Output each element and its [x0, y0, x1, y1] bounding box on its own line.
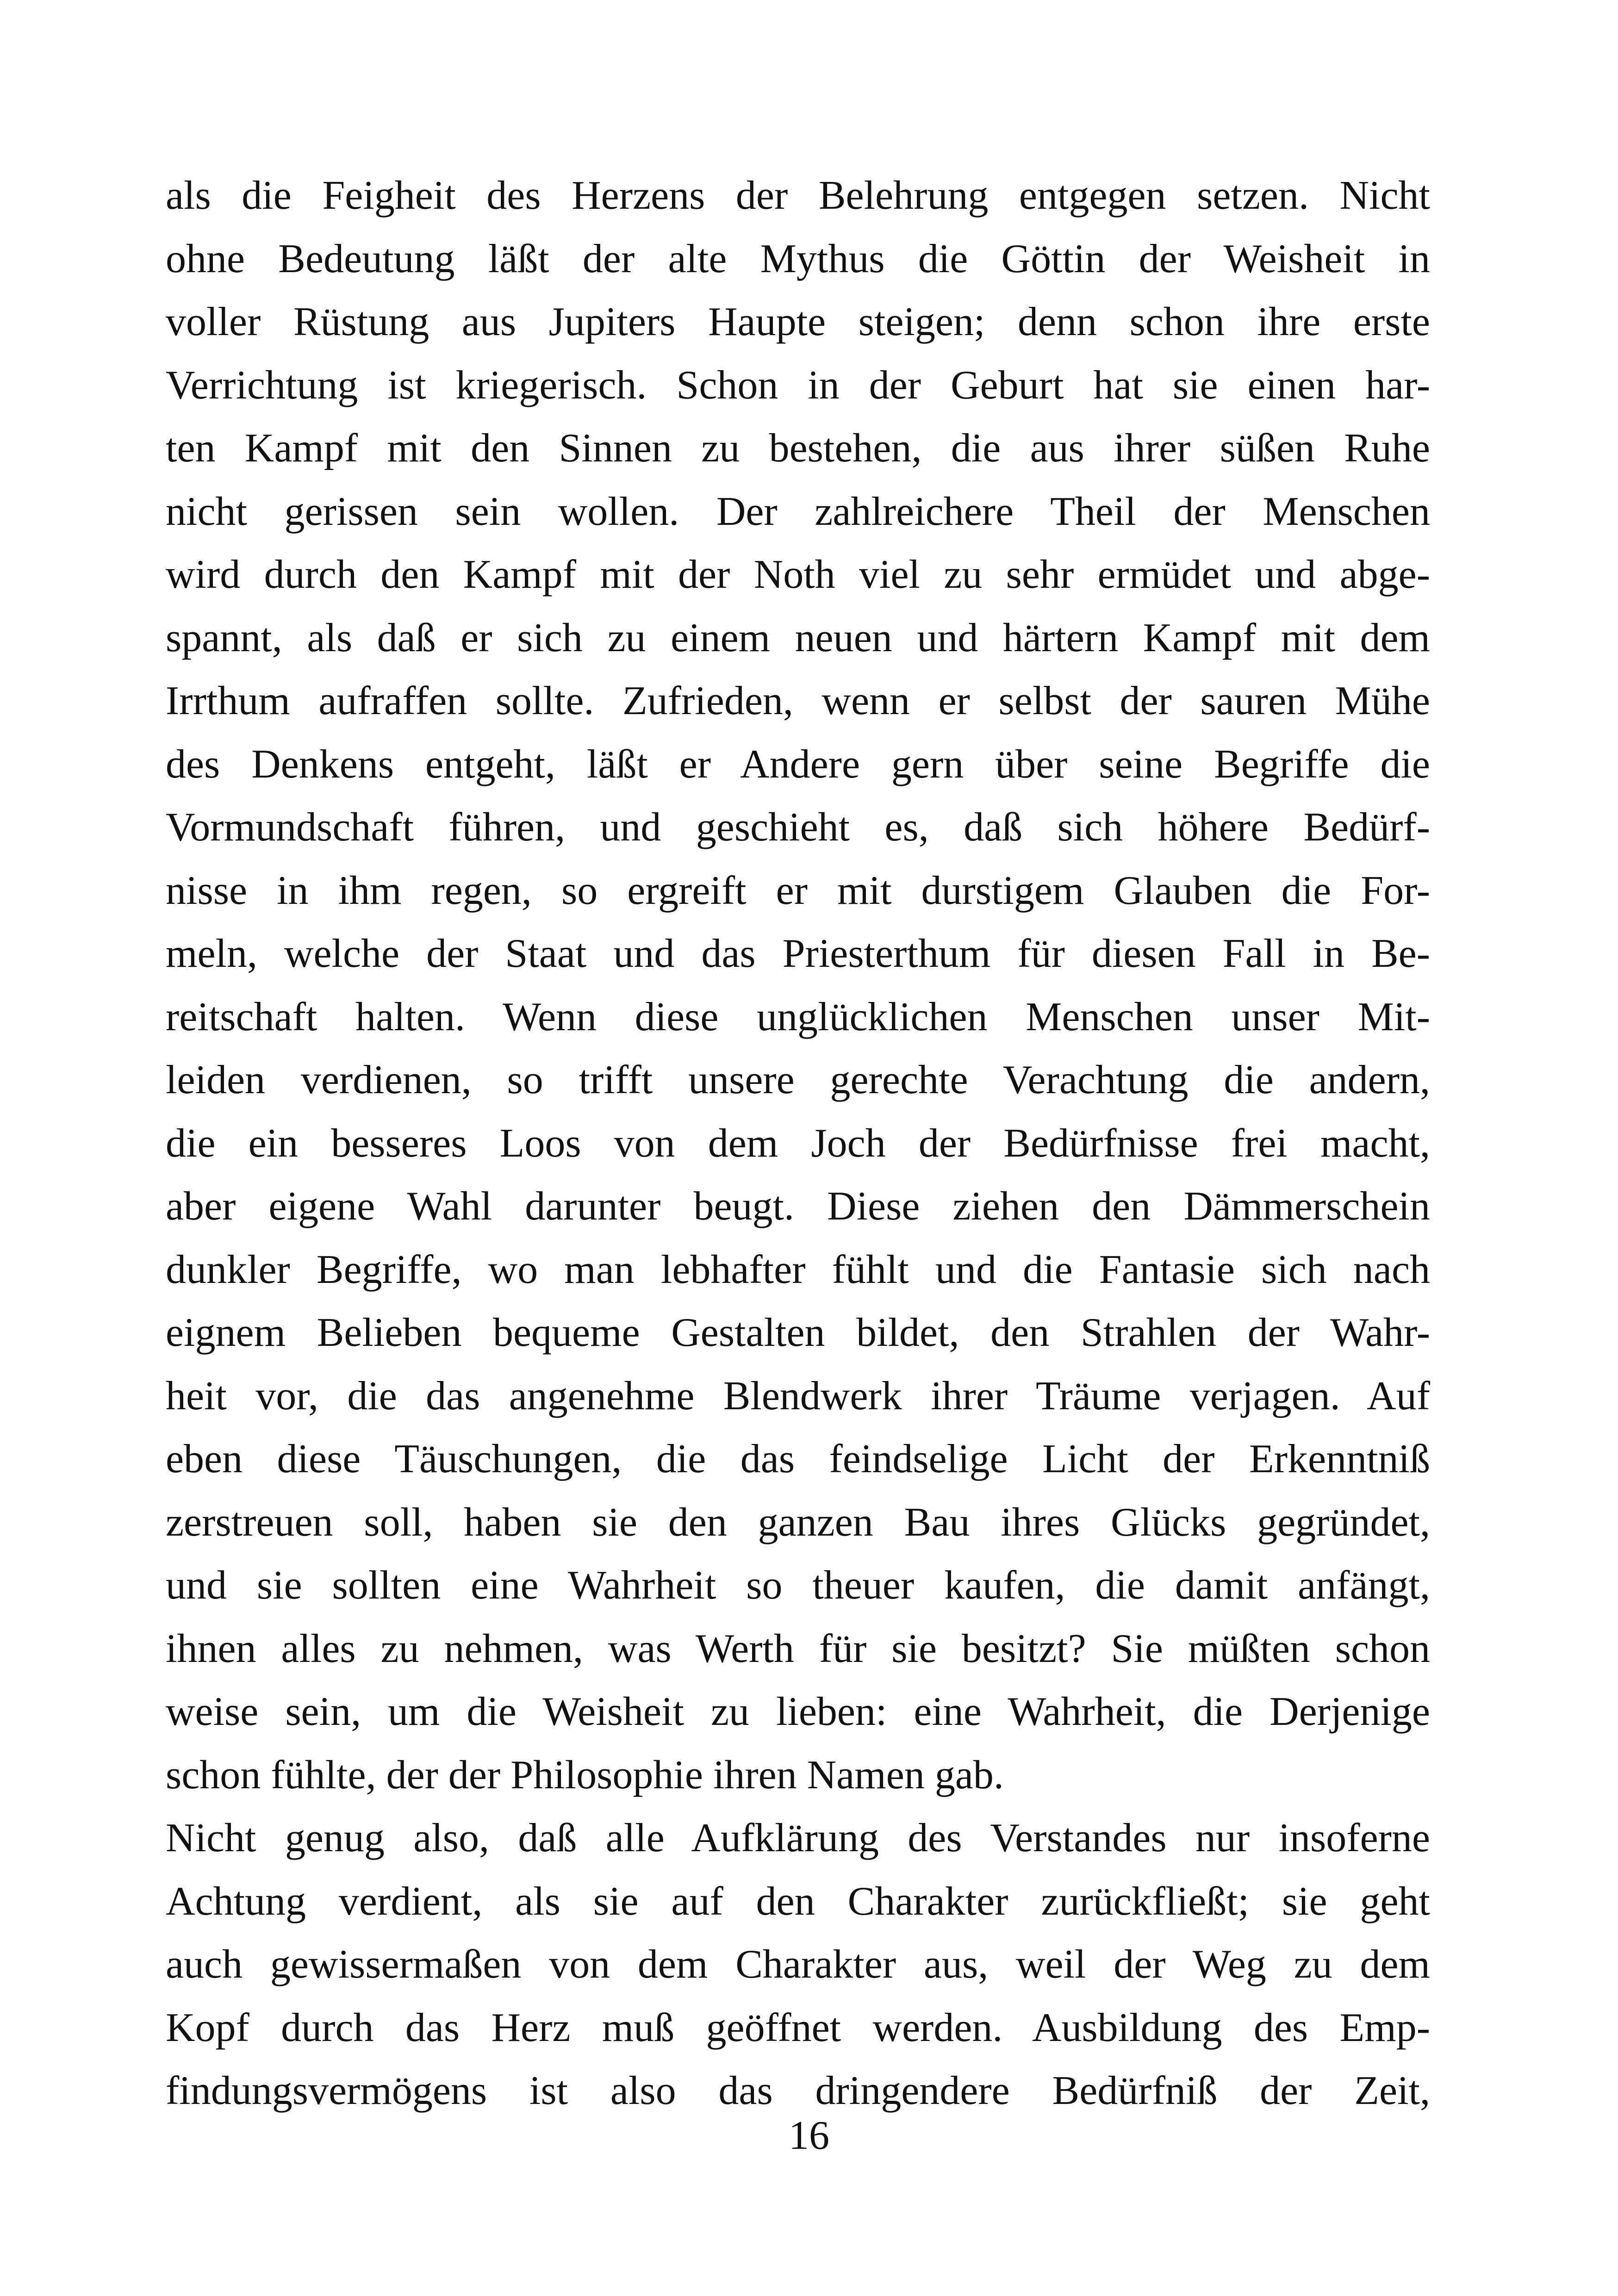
text-line: reitschaft halten. Wenn diese unglücklichen Menschen unser Mit- [166, 994, 1430, 1039]
text-line: voller Rüstung aus Jupiters Haupte steigen; denn schon ihre erste [166, 299, 1430, 344]
text-line: als die Feigheit des Herzens der Belehrung entgegen setzen. Nicht [166, 173, 1430, 218]
text-line: ten Kampf mit den Sinnen zu bestehen, die aus ihrer süßen Ruhe [166, 426, 1430, 471]
text-line: Verrichtung ist kriegerisch. Schon in der Geburt hat sie einen har- [166, 362, 1430, 408]
text-line: auch gewissermaßen von dem Charakter aus, weil der Weg zu dem [166, 1942, 1430, 1987]
text-line: weise sein, um die Weisheit zu lieben: eine Wahrheit, die Derjenige [166, 1689, 1430, 1734]
text-line: und sie sollten eine Wahrheit so theuer kaufen, die damit anfängt, [166, 1563, 1430, 1608]
text-line: wird durch den Kampf mit der Noth viel zu sehr ermüdet und abge- [166, 552, 1430, 597]
text-line: aber eigene Wahl darunter beugt. Diese ziehen den Dämmerschein [166, 1184, 1430, 1229]
text-line: nicht gerissen sein wollen. Der zahlreichere Theil der Menschen [166, 489, 1430, 534]
text-line: die ein besseres Loos von dem Joch der Bedürfnisse frei macht, [166, 1120, 1430, 1166]
paragraph-1 [166, 164, 1430, 1807]
text-line: meln, welche der Staat und das Priesterthum für diesen Fall in Be- [166, 931, 1430, 976]
page-number: 16 [789, 2113, 829, 2158]
text-line: Irrthum aufraffen sollte. Zufrieden, wenn er selbst der sauren Mühe [166, 678, 1430, 723]
text-line: des Denkens entgeht, läßt er Andere gern über seine Begriffe die [166, 741, 1430, 787]
text-line: schon fühlte, der der Philosophie ihren Namen gab. [166, 1752, 1004, 1798]
text-line: dunkler Begriffe, wo man lebhafter fühlt und die Fantasie sich nach [166, 1247, 1430, 1292]
text-line: spannt, als daß er sich zu einem neuen und härtern Kampf mit dem [166, 615, 1430, 660]
text-line: Nicht genug also, daß alle Aufklärung des Verstandes nur insoferne [166, 1816, 1430, 1860]
text-line: Kopf durch das Herz muß geöffnet werden. Ausbildung des Emp- [166, 2005, 1430, 2050]
paragraph-2 [166, 1807, 1430, 2123]
body-text [166, 164, 1430, 2123]
text-line: findungsvermögens ist also das dringendere Bedürfniß der Zeit, [166, 2068, 1430, 2113]
text-line: eignem Belieben bequeme Gestalten bildet, den Strahlen der Wahr- [166, 1310, 1430, 1355]
text-line: eben diese Täuschungen, die das feindselige Licht der Erkenntniß [166, 1437, 1430, 1481]
text-line: leiden verdienen, so trifft unsere gerechte Verachtung die andern, [166, 1058, 1430, 1102]
text-line: nisse in ihm regen, so ergreift er mit durstigem Glauben die For- [166, 868, 1430, 913]
text-line: ihnen alles zu nehmen, was Werth für sie besitzt? Sie müßten schon [166, 1626, 1430, 1671]
text-line: zerstreuen soll, haben sie den ganzen Bau ihres Glücks gegründet, [166, 1500, 1430, 1545]
text-line: Achtung verdient, als sie auf den Charakter zurückfließt; sie geht [166, 1879, 1430, 1924]
text-line: heit vor, die das angenehme Blendwerk ihrer Träume verjagen. Auf [166, 1373, 1430, 1419]
text-line: Vormundschaft führen, und geschieht es, daß sich höhere Bedürf- [166, 805, 1430, 850]
text-line: ohne Bedeutung läßt der alte Mythus die Göttin der Weisheit in [166, 236, 1430, 281]
